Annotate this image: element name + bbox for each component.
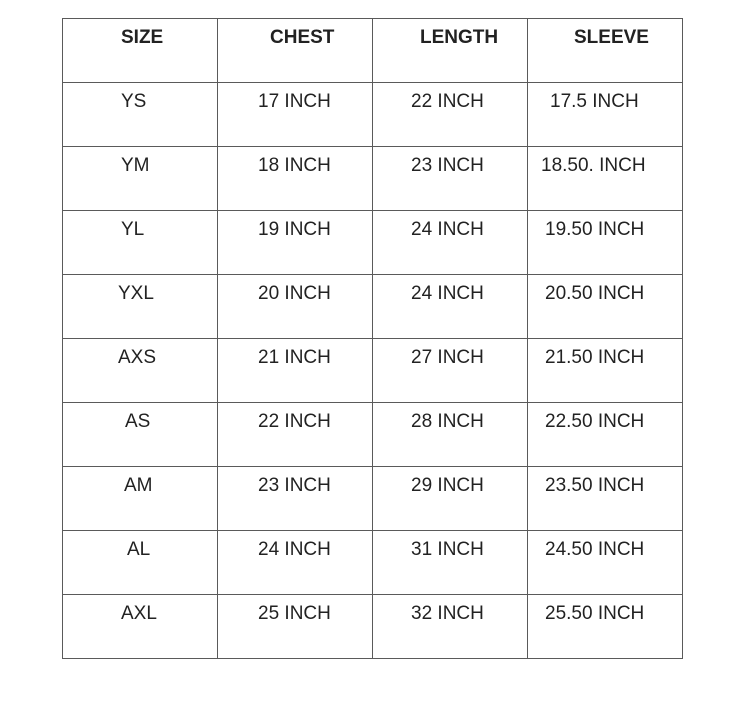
size-chart-table	[62, 18, 683, 659]
cell-length: 24 INCH	[373, 275, 528, 339]
cell-sleeve: 22.50 INCH	[528, 403, 683, 467]
cell-chest: 21 INCH	[218, 339, 373, 403]
cell-chest: 18 INCH	[218, 147, 373, 211]
cell-size: YXL	[63, 275, 218, 339]
cell-sleeve: 18.50. INCH	[528, 147, 683, 211]
cell-size: AS	[63, 403, 218, 467]
cell-chest: 24 INCH	[218, 531, 373, 595]
table-row	[63, 275, 683, 339]
cell-chest: 23 INCH	[218, 467, 373, 531]
header-row	[63, 19, 683, 83]
cell-chest: 20 INCH	[218, 275, 373, 339]
cell-chest: 19 INCH	[218, 211, 373, 275]
table-row	[63, 595, 683, 659]
cell-size: YL	[63, 211, 218, 275]
table-header	[63, 19, 683, 83]
cell-sleeve: 17.5 INCH	[528, 83, 683, 147]
cell-length: 23 INCH	[373, 147, 528, 211]
cell-sleeve: 25.50 INCH	[528, 595, 683, 659]
table-row	[63, 467, 683, 531]
cell-chest: 17 INCH	[218, 83, 373, 147]
header-length: LENGTH	[373, 19, 528, 83]
header-chest: CHEST	[218, 19, 373, 83]
header-sleeve: SLEEVE	[528, 19, 683, 83]
cell-length: 31 INCH	[373, 531, 528, 595]
table-row	[63, 339, 683, 403]
cell-length: 28 INCH	[373, 403, 528, 467]
cell-sleeve: 21.50 INCH	[528, 339, 683, 403]
cell-sleeve: 20.50 INCH	[528, 275, 683, 339]
cell-size: AM	[63, 467, 218, 531]
table-row	[63, 211, 683, 275]
cell-length: 22 INCH	[373, 83, 528, 147]
cell-length: 32 INCH	[373, 595, 528, 659]
cell-sleeve: 24.50 INCH	[528, 531, 683, 595]
table-row	[63, 83, 683, 147]
cell-size: YM	[63, 147, 218, 211]
cell-size: AXL	[63, 595, 218, 659]
cell-sleeve: 23.50 INCH	[528, 467, 683, 531]
table-row	[63, 147, 683, 211]
cell-chest: 22 INCH	[218, 403, 373, 467]
cell-sleeve: 19.50 INCH	[528, 211, 683, 275]
cell-chest: 25 INCH	[218, 595, 373, 659]
header-size: SIZE	[63, 19, 218, 83]
cell-size: AXS	[63, 339, 218, 403]
cell-size: YS	[63, 83, 218, 147]
table-row	[63, 531, 683, 595]
cell-length: 29 INCH	[373, 467, 528, 531]
cell-length: 24 INCH	[373, 211, 528, 275]
cell-size: AL	[63, 531, 218, 595]
table-row	[63, 403, 683, 467]
cell-length: 27 INCH	[373, 339, 528, 403]
table-body	[63, 83, 683, 659]
